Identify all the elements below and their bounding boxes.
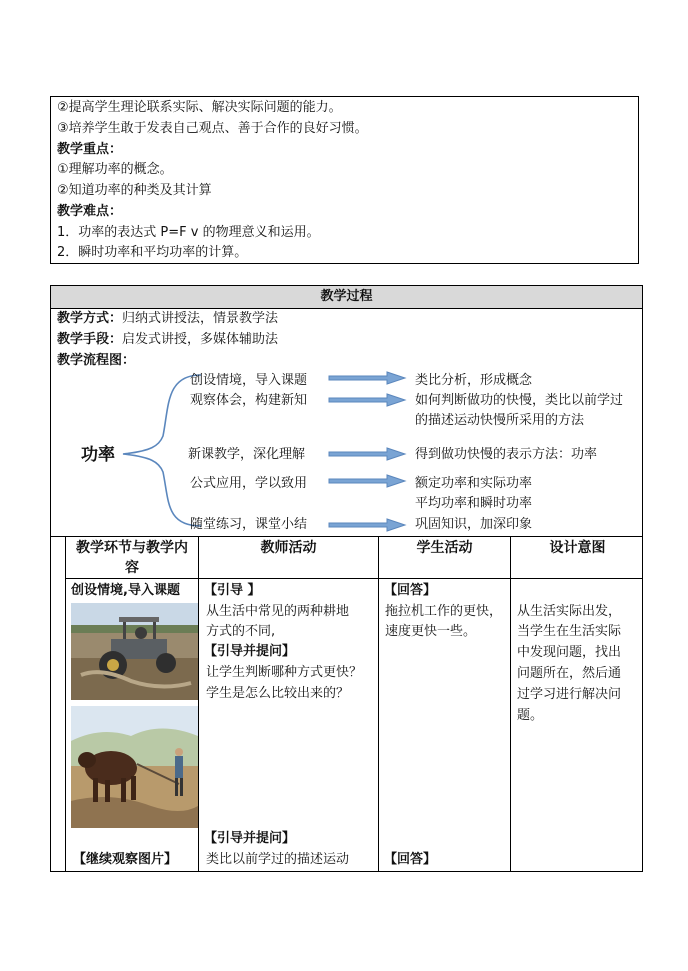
flow-step-4-right-2: 平均功率和瞬时功率: [415, 496, 533, 511]
intent-5: 过学习进行解决问: [517, 687, 622, 702]
student-tag-answer-2: 【回答】: [384, 852, 437, 867]
intent-1: 从生活实际出发，: [517, 604, 622, 619]
intent-6: 题。: [517, 708, 544, 723]
flow-step-4-right: 额定功率和实际功率: [415, 476, 533, 491]
means-label: 教学手段：: [57, 332, 123, 347]
arrow-4: [329, 475, 405, 487]
intent-2: 当学生在生活实际: [517, 624, 622, 639]
flow-step-2-right: 如何判断做功的快慢，类比以前学过: [415, 393, 624, 408]
arrow-2: [329, 394, 405, 406]
flow-label: 教学流程图：: [57, 353, 136, 368]
ox-plowing-photo: [71, 706, 198, 828]
flow-step-2-left: 观察体会，构建新知: [190, 393, 308, 408]
objective-line-2: ②提高学生理论联系实际、解决实际问题的能力。: [57, 100, 342, 115]
arrow-3: [329, 448, 405, 460]
stage-1: 创设情境,导入课题: [71, 583, 180, 598]
difficulty-label: 教学难点：: [57, 204, 123, 219]
header-stage: 教学环节与教学内容: [76, 540, 188, 576]
teacher-text-3: 类比以前学过的描述运动: [206, 852, 350, 867]
flow-step-2-right-2: 的描述运动快慢所采用的方法: [415, 413, 585, 428]
difficulty-1: 1．功率的表达式 P=F v 的物理意义和运用。: [57, 225, 320, 240]
header-intent: 设计意图: [549, 540, 606, 556]
objectives-box: [50, 96, 639, 264]
flow-step-1-right: 类比分析，形成概念: [415, 373, 533, 388]
stage-2: 【继续观察图片】: [73, 852, 178, 867]
arrow-5: [329, 519, 405, 531]
teacher-text-1b: 方式的不同,: [206, 624, 276, 639]
difficulty-2: 2．瞬时功率和平均功率的计算。: [57, 245, 248, 260]
arrows: [329, 372, 405, 531]
student-text-b: 速度更快一些。: [385, 624, 477, 639]
arrow-1: [329, 372, 405, 384]
teacher-tag-guide-ask-2: 【引导并提问】: [204, 831, 296, 846]
intent-3: 中发现问题，找出: [517, 645, 622, 660]
teacher-tag-guide-ask: 【引导并提问】: [204, 644, 296, 659]
key-points-label: 教学重点：: [57, 142, 123, 157]
teacher-text-1a: 从生活中常见的两种耕地: [206, 604, 350, 619]
flow-step-3-left: 新课教学，深化理解: [188, 447, 306, 462]
teacher-text-2a: 让学生判断哪种方式更快？: [206, 665, 363, 680]
tractor-photo: [71, 603, 198, 700]
student-tag-answer: 【回答】: [384, 583, 437, 598]
process-title: 教学过程: [51, 286, 642, 309]
student-text-a: 拖拉机工作的更快，: [385, 604, 503, 619]
intent-4: 问题所在，然后通: [517, 666, 622, 681]
header-teacher: 教师活动: [260, 540, 317, 556]
flow-step-4-left: 公式应用，学以致用: [190, 476, 308, 491]
key-point-1: ①理解功率的概念。: [57, 162, 173, 177]
header-student: 学生活动: [416, 540, 473, 556]
flow-step-5-right: 巩固知识，加深印象: [415, 517, 533, 532]
process-box: [50, 285, 643, 537]
method-label: 教学方式：: [57, 311, 123, 326]
method-value: 归纳式讲授法，情景教学法: [122, 311, 279, 326]
flow-step-3-right: 得到做功快慢的表示方法：功率: [415, 447, 598, 462]
flow-step-5-left: 随堂练习，课堂小结: [190, 517, 308, 532]
means-value: 启发式讲授，多媒体辅助法: [122, 332, 279, 347]
teacher-text-2b: 学生是怎么比较出来的？: [206, 686, 350, 701]
lesson-table: [50, 536, 643, 872]
key-point-2: ②知道功率的种类及其计算: [57, 183, 212, 198]
teacher-tag-guide: 【引导 】: [204, 583, 261, 598]
objective-line-3: ③培养学生敢于发表自己观点、善于合作的良好习惯。: [57, 121, 368, 136]
flow-center: 功率: [81, 445, 115, 465]
flow-step-1-left: 创设情境，导入课题: [190, 373, 308, 388]
